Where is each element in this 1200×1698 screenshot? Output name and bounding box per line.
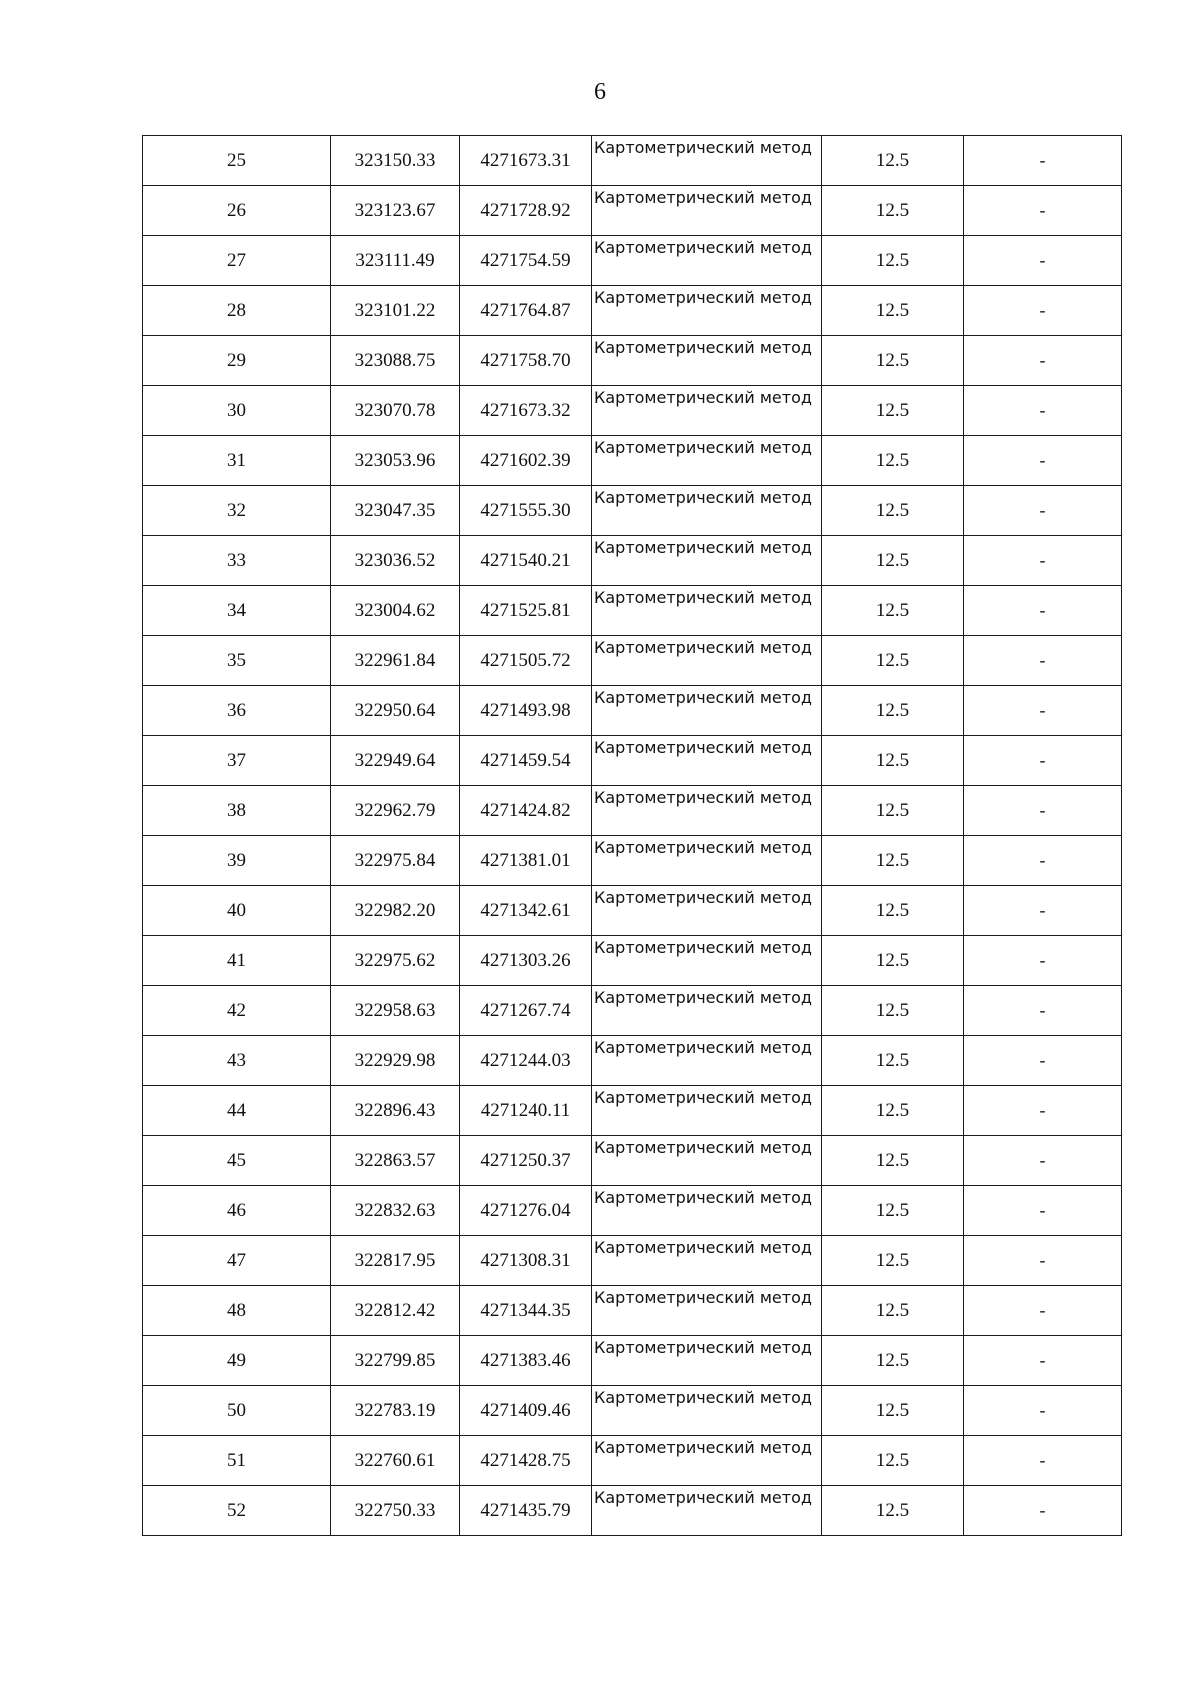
- precision-cell: 12.5: [822, 1136, 964, 1186]
- point-number-cell: 30: [143, 386, 331, 436]
- y-coordinate-cell: 4271764.87: [460, 286, 592, 336]
- note-cell: -: [964, 1336, 1122, 1386]
- y-coordinate-cell: 4271435.79: [460, 1486, 592, 1536]
- x-coordinate-cell: 322961.84: [331, 636, 460, 686]
- y-coordinate-cell: 4271493.98: [460, 686, 592, 736]
- precision-cell: 12.5: [822, 1086, 964, 1136]
- y-coordinate-cell: 4271267.74: [460, 986, 592, 1036]
- x-coordinate-cell: 322750.33: [331, 1486, 460, 1536]
- x-coordinate-cell: 322812.42: [331, 1286, 460, 1336]
- note-cell: -: [964, 1236, 1122, 1286]
- y-coordinate-cell: 4271381.01: [460, 836, 592, 886]
- table-row: [143, 1486, 1122, 1536]
- note-cell: -: [964, 1436, 1122, 1486]
- x-coordinate-cell: 323004.62: [331, 586, 460, 636]
- x-coordinate-cell: 322975.84: [331, 836, 460, 886]
- method-cell: Картометрический метод: [592, 1086, 822, 1136]
- point-number-cell: 34: [143, 586, 331, 636]
- note-cell: -: [964, 636, 1122, 686]
- table-row: [143, 1086, 1122, 1136]
- point-number-cell: 49: [143, 1336, 331, 1386]
- precision-cell: 12.5: [822, 836, 964, 886]
- table-row: [143, 1436, 1122, 1486]
- method-cell: Картометрический метод: [592, 686, 822, 736]
- note-cell: -: [964, 1136, 1122, 1186]
- note-cell: -: [964, 836, 1122, 886]
- x-coordinate-cell: 323150.33: [331, 136, 460, 186]
- precision-cell: 12.5: [822, 786, 964, 836]
- y-coordinate-cell: 4271428.75: [460, 1436, 592, 1486]
- method-cell: Картометрический метод: [592, 836, 822, 886]
- y-coordinate-cell: 4271303.26: [460, 936, 592, 986]
- x-coordinate-cell: 323111.49: [331, 236, 460, 286]
- point-number-cell: 52: [143, 1486, 331, 1536]
- point-number-cell: 35: [143, 636, 331, 686]
- precision-cell: 12.5: [822, 1036, 964, 1086]
- table-row: [143, 936, 1122, 986]
- note-cell: -: [964, 1386, 1122, 1436]
- method-cell: Картометрический метод: [592, 786, 822, 836]
- x-coordinate-cell: 322975.62: [331, 936, 460, 986]
- x-coordinate-cell: 322949.64: [331, 736, 460, 786]
- point-number-cell: 51: [143, 1436, 331, 1486]
- point-number-cell: 45: [143, 1136, 331, 1186]
- point-number-cell: 28: [143, 286, 331, 336]
- x-coordinate-cell: 323101.22: [331, 286, 460, 336]
- note-cell: -: [964, 336, 1122, 386]
- point-number-cell: 36: [143, 686, 331, 736]
- note-cell: -: [964, 536, 1122, 586]
- method-cell: Картометрический метод: [592, 1036, 822, 1086]
- x-coordinate-cell: 322760.61: [331, 1436, 460, 1486]
- method-cell: Картометрический метод: [592, 1336, 822, 1386]
- note-cell: -: [964, 686, 1122, 736]
- precision-cell: 12.5: [822, 1186, 964, 1236]
- method-cell: Картометрический метод: [592, 1286, 822, 1336]
- y-coordinate-cell: 4271344.35: [460, 1286, 592, 1336]
- y-coordinate-cell: 4271459.54: [460, 736, 592, 786]
- method-cell: Картометрический метод: [592, 486, 822, 536]
- point-number-cell: 25: [143, 136, 331, 186]
- note-cell: -: [964, 436, 1122, 486]
- table-row: [143, 1336, 1122, 1386]
- table-row: [143, 786, 1122, 836]
- note-cell: -: [964, 586, 1122, 636]
- precision-cell: 12.5: [822, 1436, 964, 1486]
- method-cell: Картометрический метод: [592, 586, 822, 636]
- precision-cell: 12.5: [822, 636, 964, 686]
- table-row: [143, 1186, 1122, 1236]
- table-row: [143, 836, 1122, 886]
- coordinates-table: [142, 135, 1122, 1536]
- x-coordinate-cell: 322982.20: [331, 886, 460, 936]
- precision-cell: 12.5: [822, 336, 964, 386]
- note-cell: -: [964, 1286, 1122, 1336]
- y-coordinate-cell: 4271383.46: [460, 1336, 592, 1386]
- note-cell: -: [964, 1486, 1122, 1536]
- precision-cell: 12.5: [822, 886, 964, 936]
- table-row: [143, 586, 1122, 636]
- x-coordinate-cell: 322929.98: [331, 1036, 460, 1086]
- note-cell: -: [964, 886, 1122, 936]
- point-number-cell: 43: [143, 1036, 331, 1086]
- note-cell: -: [964, 786, 1122, 836]
- x-coordinate-cell: 323036.52: [331, 536, 460, 586]
- table-row: [143, 686, 1122, 736]
- precision-cell: 12.5: [822, 936, 964, 986]
- precision-cell: 12.5: [822, 1386, 964, 1436]
- point-number-cell: 42: [143, 986, 331, 1036]
- method-cell: Картометрический метод: [592, 936, 822, 986]
- precision-cell: 12.5: [822, 1286, 964, 1336]
- note-cell: -: [964, 1036, 1122, 1086]
- table-row: [143, 136, 1122, 186]
- y-coordinate-cell: 4271673.31: [460, 136, 592, 186]
- method-cell: Картометрический метод: [592, 1136, 822, 1186]
- x-coordinate-cell: 322817.95: [331, 1236, 460, 1286]
- note-cell: -: [964, 236, 1122, 286]
- precision-cell: 12.5: [822, 486, 964, 536]
- table-row: [143, 386, 1122, 436]
- point-number-cell: 29: [143, 336, 331, 386]
- point-number-cell: 46: [143, 1186, 331, 1236]
- coordinates-table-body: [143, 136, 1122, 1536]
- table-row: [143, 1236, 1122, 1286]
- precision-cell: 12.5: [822, 186, 964, 236]
- note-cell: -: [964, 1186, 1122, 1236]
- table-row: [143, 286, 1122, 336]
- method-cell: Картометрический метод: [592, 1436, 822, 1486]
- y-coordinate-cell: 4271758.70: [460, 336, 592, 386]
- y-coordinate-cell: 4271276.04: [460, 1186, 592, 1236]
- point-number-cell: 41: [143, 936, 331, 986]
- y-coordinate-cell: 4271540.21: [460, 536, 592, 586]
- precision-cell: 12.5: [822, 1236, 964, 1286]
- x-coordinate-cell: 322783.19: [331, 1386, 460, 1436]
- point-number-cell: 38: [143, 786, 331, 836]
- method-cell: Картометрический метод: [592, 736, 822, 786]
- point-number-cell: 50: [143, 1386, 331, 1436]
- point-number-cell: 27: [143, 236, 331, 286]
- table-row: [143, 1286, 1122, 1336]
- note-cell: -: [964, 986, 1122, 1036]
- precision-cell: 12.5: [822, 1336, 964, 1386]
- point-number-cell: 37: [143, 736, 331, 786]
- table-row: [143, 886, 1122, 936]
- method-cell: Картометрический метод: [592, 536, 822, 586]
- table-row: [143, 486, 1122, 536]
- precision-cell: 12.5: [822, 286, 964, 336]
- x-coordinate-cell: 323123.67: [331, 186, 460, 236]
- precision-cell: 12.5: [822, 536, 964, 586]
- table-row: [143, 1036, 1122, 1086]
- point-number-cell: 44: [143, 1086, 331, 1136]
- point-number-cell: 32: [143, 486, 331, 536]
- y-coordinate-cell: 4271308.31: [460, 1236, 592, 1286]
- note-cell: -: [964, 286, 1122, 336]
- point-number-cell: 31: [143, 436, 331, 486]
- point-number-cell: 26: [143, 186, 331, 236]
- precision-cell: 12.5: [822, 236, 964, 286]
- y-coordinate-cell: 4271555.30: [460, 486, 592, 536]
- y-coordinate-cell: 4271754.59: [460, 236, 592, 286]
- method-cell: Картометрический метод: [592, 286, 822, 336]
- method-cell: Картометрический метод: [592, 1486, 822, 1536]
- precision-cell: 12.5: [822, 686, 964, 736]
- method-cell: Картометрический метод: [592, 1386, 822, 1436]
- method-cell: Картометрический метод: [592, 436, 822, 486]
- x-coordinate-cell: 322799.85: [331, 1336, 460, 1386]
- method-cell: Картометрический метод: [592, 886, 822, 936]
- method-cell: Картометрический метод: [592, 236, 822, 286]
- y-coordinate-cell: 4271244.03: [460, 1036, 592, 1086]
- y-coordinate-cell: 4271505.72: [460, 636, 592, 686]
- note-cell: -: [964, 1086, 1122, 1136]
- y-coordinate-cell: 4271673.32: [460, 386, 592, 436]
- table-row: [143, 436, 1122, 486]
- x-coordinate-cell: 322962.79: [331, 786, 460, 836]
- point-number-cell: 40: [143, 886, 331, 936]
- table-row: [143, 336, 1122, 386]
- y-coordinate-cell: 4271602.39: [460, 436, 592, 486]
- precision-cell: 12.5: [822, 586, 964, 636]
- table-row: [143, 1386, 1122, 1436]
- x-coordinate-cell: 323070.78: [331, 386, 460, 436]
- note-cell: -: [964, 736, 1122, 786]
- precision-cell: 12.5: [822, 736, 964, 786]
- table-row: [143, 236, 1122, 286]
- y-coordinate-cell: 4271424.82: [460, 786, 592, 836]
- y-coordinate-cell: 4271728.92: [460, 186, 592, 236]
- x-coordinate-cell: 322958.63: [331, 986, 460, 1036]
- precision-cell: 12.5: [822, 1486, 964, 1536]
- y-coordinate-cell: 4271342.61: [460, 886, 592, 936]
- x-coordinate-cell: 322950.64: [331, 686, 460, 736]
- note-cell: -: [964, 486, 1122, 536]
- note-cell: -: [964, 136, 1122, 186]
- x-coordinate-cell: 322896.43: [331, 1086, 460, 1136]
- point-number-cell: 48: [143, 1286, 331, 1336]
- y-coordinate-cell: 4271525.81: [460, 586, 592, 636]
- method-cell: Картометрический метод: [592, 386, 822, 436]
- table-row: [143, 986, 1122, 1036]
- x-coordinate-cell: 323053.96: [331, 436, 460, 486]
- method-cell: Картометрический метод: [592, 636, 822, 686]
- note-cell: -: [964, 186, 1122, 236]
- method-cell: Картометрический метод: [592, 986, 822, 1036]
- method-cell: Картометрический метод: [592, 136, 822, 186]
- y-coordinate-cell: 4271409.46: [460, 1386, 592, 1436]
- x-coordinate-cell: 323047.35: [331, 486, 460, 536]
- precision-cell: 12.5: [822, 436, 964, 486]
- method-cell: Картометрический метод: [592, 186, 822, 236]
- point-number-cell: 39: [143, 836, 331, 886]
- precision-cell: 12.5: [822, 986, 964, 1036]
- method-cell: Картометрический метод: [592, 1236, 822, 1286]
- point-number-cell: 33: [143, 536, 331, 586]
- table-row: [143, 636, 1122, 686]
- method-cell: Картометрический метод: [592, 1186, 822, 1236]
- x-coordinate-cell: 323088.75: [331, 336, 460, 386]
- table-row: [143, 186, 1122, 236]
- precision-cell: 12.5: [822, 386, 964, 436]
- table-row: [143, 736, 1122, 786]
- page-number: 6: [594, 79, 606, 105]
- x-coordinate-cell: 322832.63: [331, 1186, 460, 1236]
- note-cell: -: [964, 386, 1122, 436]
- note-cell: -: [964, 936, 1122, 986]
- table-row: [143, 536, 1122, 586]
- y-coordinate-cell: 4271240.11: [460, 1086, 592, 1136]
- y-coordinate-cell: 4271250.37: [460, 1136, 592, 1186]
- precision-cell: 12.5: [822, 136, 964, 186]
- table-row: [143, 1136, 1122, 1186]
- method-cell: Картометрический метод: [592, 336, 822, 386]
- x-coordinate-cell: 322863.57: [331, 1136, 460, 1186]
- point-number-cell: 47: [143, 1236, 331, 1286]
